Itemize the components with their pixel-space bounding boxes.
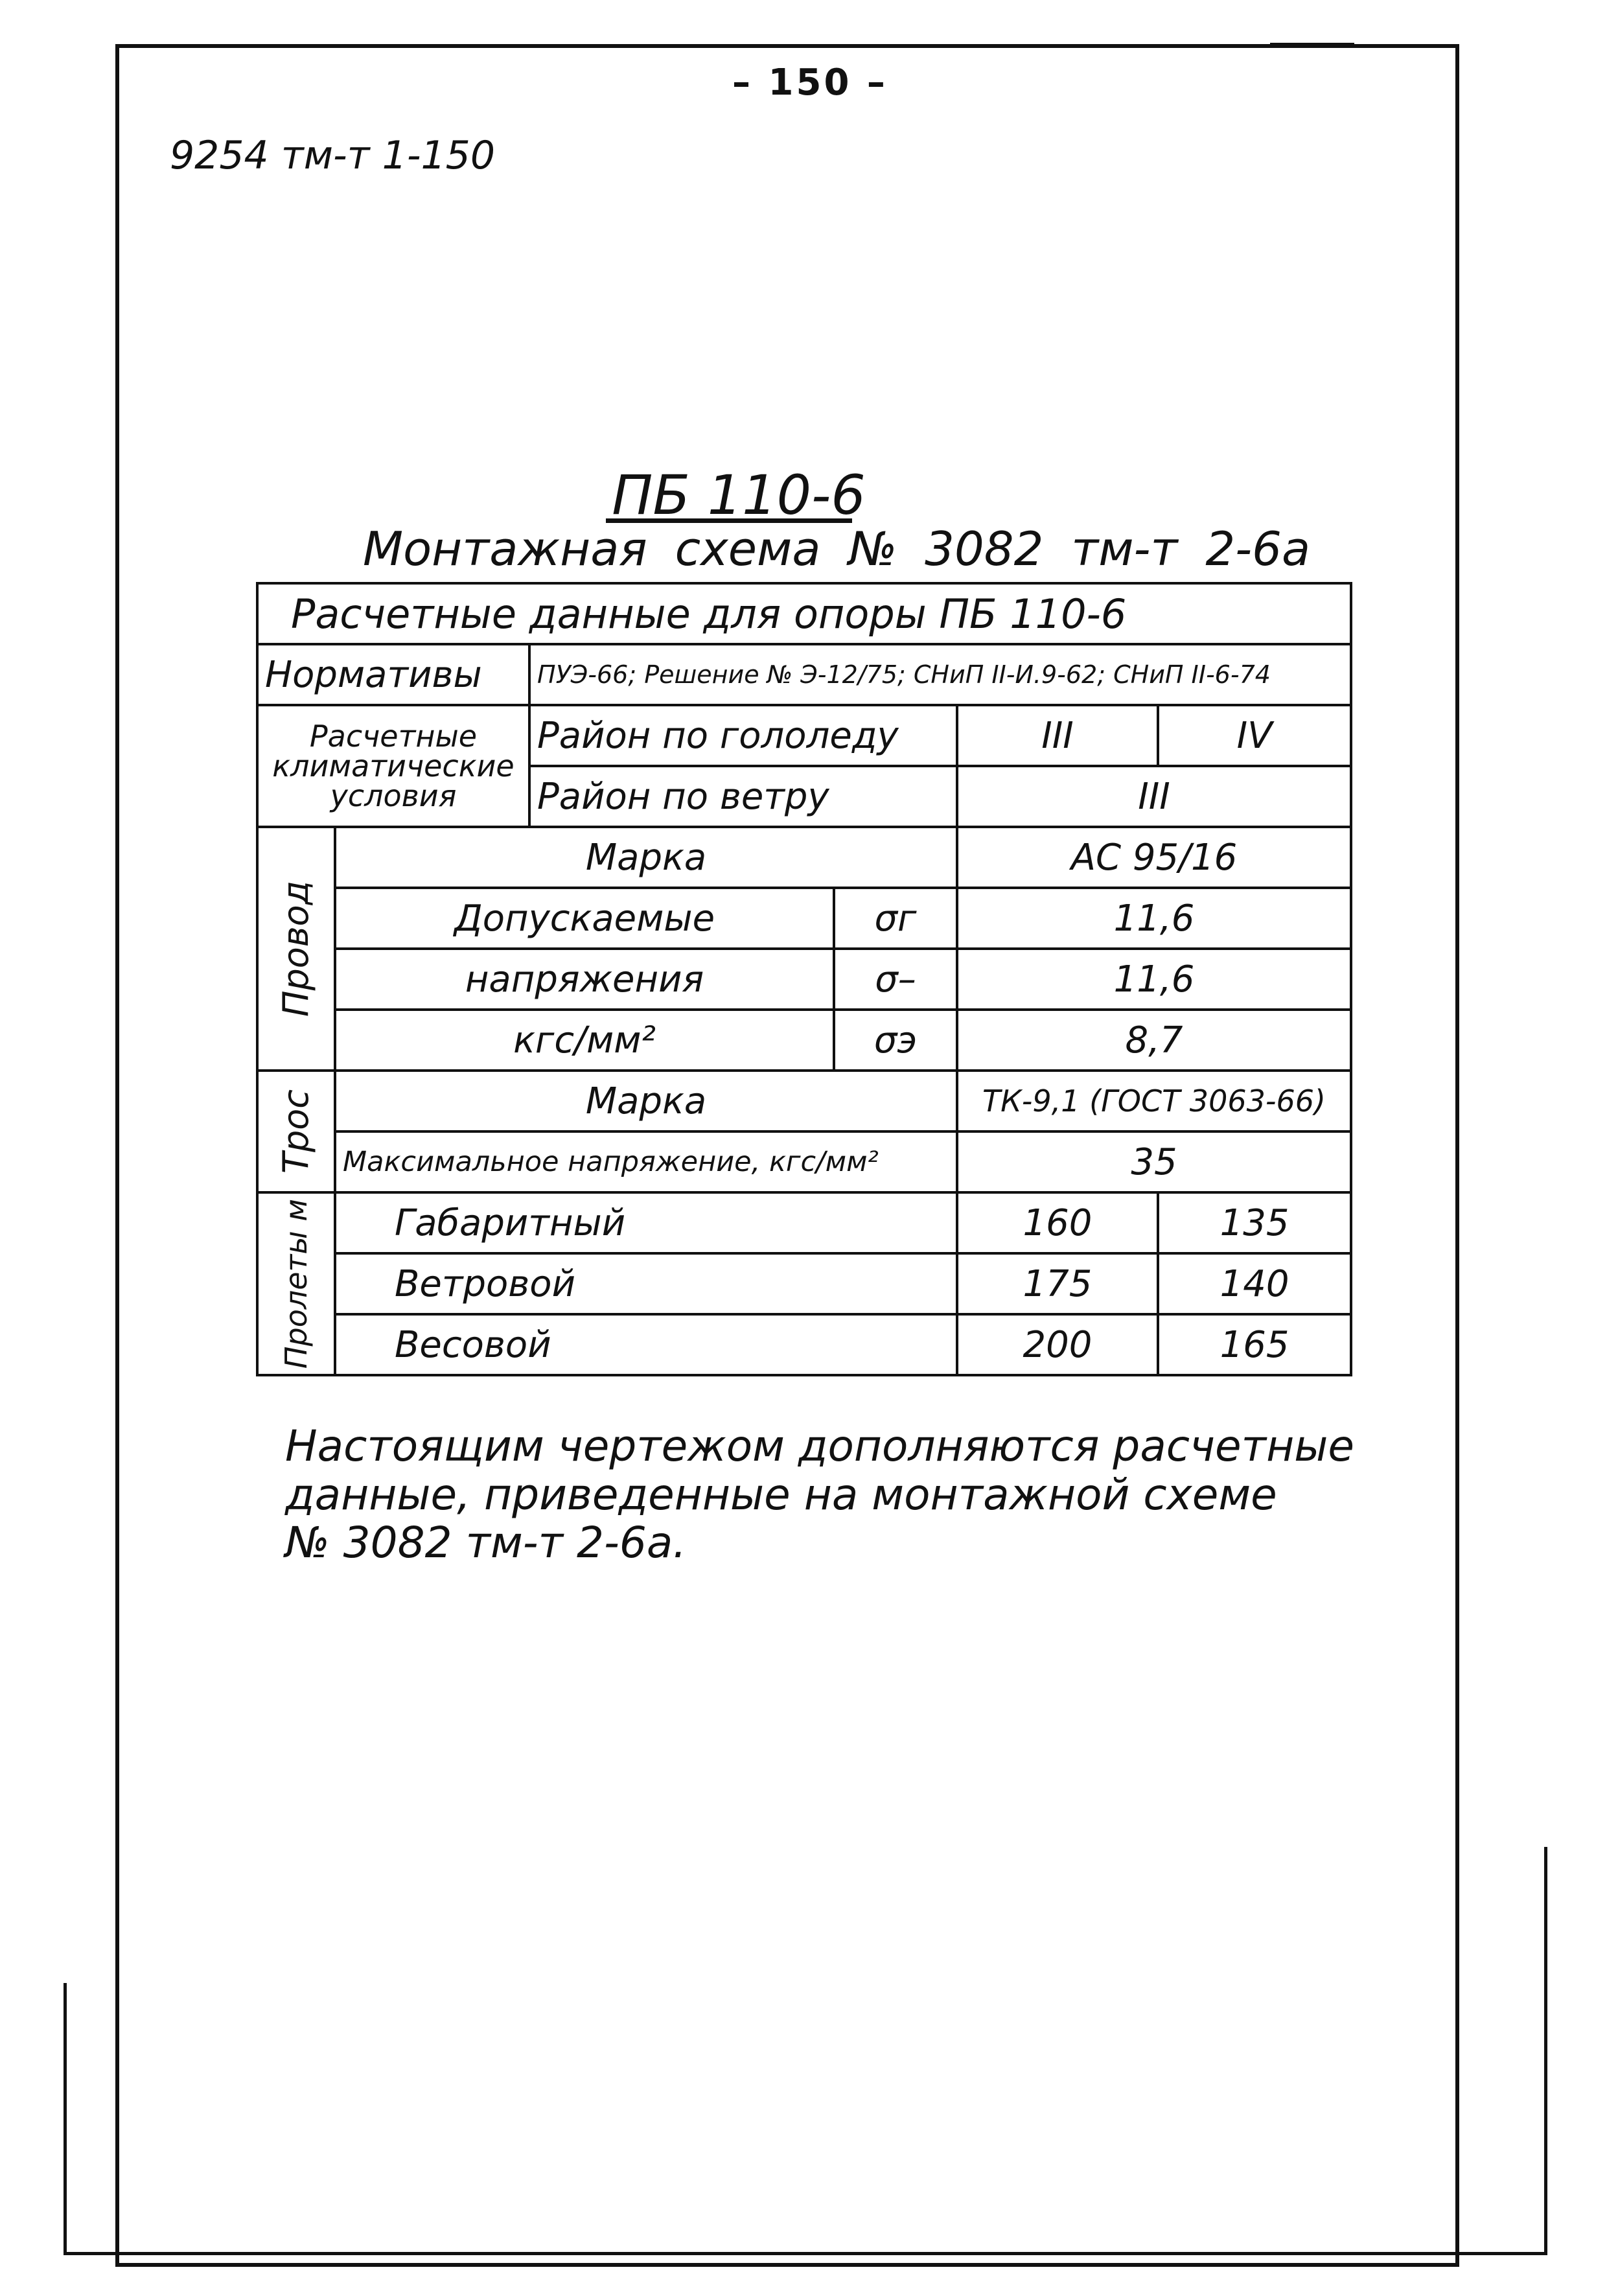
spans-section-cell	[257, 1192, 335, 1375]
span-label: Габаритный	[335, 1192, 957, 1253]
document-code: 9254 тм-т 1-150	[170, 133, 496, 178]
spans-section-label: Пролеты м	[278, 1198, 314, 1369]
note-line-3: № 3082 тм-т 2-6а.	[285, 1518, 687, 1568]
span-label: Ветровой	[335, 1253, 957, 1314]
span-value-1: 175	[957, 1253, 1158, 1314]
wind-region-value: III	[957, 766, 1351, 827]
page-subtitle: Монтажная схема № 3082 тм-т 2-6а	[363, 522, 1311, 576]
note-line-2: данные, приведенные на монтажной схеме	[285, 1469, 1277, 1520]
page-number: – 150 –	[732, 62, 888, 104]
span-value-2: 165	[1158, 1314, 1351, 1375]
stress-unit-label: кгс/мм²	[335, 1010, 834, 1071]
ice-region-value-1: III	[957, 705, 1158, 766]
wind-region-label: Район по ветру	[529, 766, 957, 827]
stress-symbol: σг	[834, 888, 957, 949]
page-title: ПБ 110-6	[612, 463, 866, 527]
stress-value: 11,6	[957, 888, 1351, 949]
outer-frame-left	[64, 1983, 67, 2254]
climate-label	[257, 705, 529, 827]
stress-label-line1: Допускаемые	[335, 888, 834, 949]
table-header: Расчетные данные для опоры ПБ 110-6	[257, 583, 1351, 644]
stress-symbol: σэ	[834, 1010, 957, 1071]
span-value-1: 200	[957, 1314, 1158, 1375]
ice-region-value-2: IV	[1158, 705, 1351, 766]
outer-frame-right	[1544, 1847, 1547, 2255]
stress-symbol: σ–	[834, 949, 957, 1010]
frame-line	[1270, 43, 1354, 46]
norms-value: ПУЭ-66; Решение № Э-12/75; СНиП II-И.9-62; СНиП II-6-74	[529, 644, 1351, 705]
cable-brand-value: ТК-9,1 (ГОСТ 3063-66)	[957, 1071, 1351, 1131]
stress-label-line2: напряжения	[335, 949, 834, 1010]
wire-section-label: Провод	[275, 880, 317, 1017]
design-data-table	[256, 582, 1352, 1376]
outer-frame-bottom	[64, 2252, 1547, 2255]
span-value-2: 135	[1158, 1192, 1351, 1253]
cable-max-stress-label: Максимальное напряжение, кгс/мм²	[335, 1131, 957, 1192]
span-label: Весовой	[335, 1314, 957, 1375]
norms-label: Нормативы	[257, 644, 529, 705]
span-value-1: 160	[957, 1192, 1158, 1253]
stress-value: 11,6	[957, 949, 1351, 1010]
cable-max-stress-value: 35	[957, 1131, 1351, 1192]
note-text	[285, 1422, 1400, 1568]
wire-brand-value: АС 95/16	[957, 827, 1351, 888]
cable-section-label: Трос	[275, 1089, 317, 1174]
span-value-2: 140	[1158, 1253, 1351, 1314]
wire-section-cell	[257, 827, 335, 1071]
ice-region-label: Район по гололеду	[529, 705, 957, 766]
wire-brand-label: Марка	[335, 827, 957, 888]
cable-section-cell	[257, 1071, 335, 1192]
climate-label-text: Расчетные климатические условия	[272, 719, 514, 813]
note-line-1: Настоящим чертежом дополняются расчетные	[285, 1421, 1354, 1471]
stress-value: 8,7	[957, 1010, 1351, 1071]
cable-brand-label: Марка	[335, 1071, 957, 1131]
